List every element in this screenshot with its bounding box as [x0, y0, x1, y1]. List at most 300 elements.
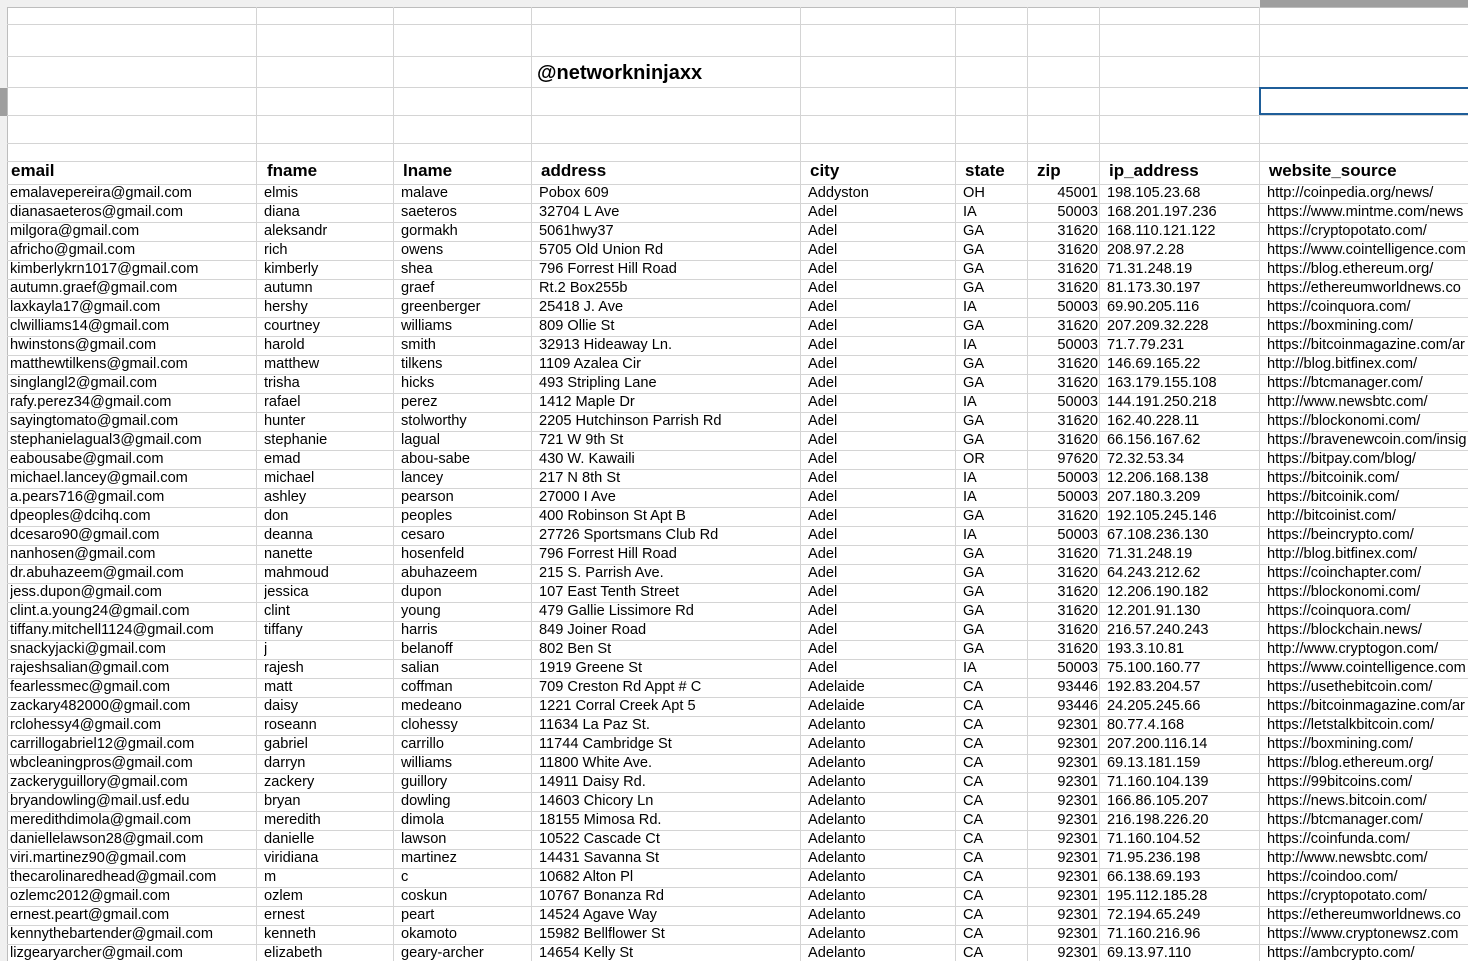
cell-lname[interactable]: dimola [401, 812, 444, 828]
cell-zip[interactable]: 92301 [1057, 945, 1098, 961]
cell-website-source[interactable]: https://btcmanager.com/ [1267, 375, 1423, 391]
cell-website-source[interactable]: https://bitcoinik.com/ [1267, 489, 1400, 505]
cell-email[interactable]: snackyjacki@gmail.com [10, 641, 166, 657]
cell-zip[interactable]: 31620 [1057, 565, 1098, 581]
cell-website-source[interactable]: https://bitcoinik.com/ [1267, 470, 1400, 486]
cell-zip[interactable]: 93446 [1057, 698, 1098, 714]
cell-fname[interactable]: matt [264, 679, 293, 695]
cell-ip-address[interactable]: 207.200.116.14 [1107, 736, 1208, 752]
cell-city[interactable]: Adel [808, 413, 838, 429]
cell-fname[interactable]: zackery [264, 774, 315, 790]
cell-ip-address[interactable]: 72.32.53.34 [1107, 451, 1185, 467]
cell-state[interactable]: IA [963, 299, 977, 315]
cell-website-source[interactable]: https://www.cointelligence.com [1267, 660, 1466, 676]
cell-lname[interactable]: clohessy [401, 717, 458, 733]
cell-lname[interactable]: hosenfeld [401, 546, 465, 562]
cell-state[interactable]: GA [963, 565, 985, 581]
cell-email[interactable]: dianasaeteros@gmail.com [10, 204, 183, 220]
cell-fname[interactable]: rafael [264, 394, 301, 410]
cell-zip[interactable]: 31620 [1057, 280, 1098, 296]
cell-state[interactable]: CA [963, 717, 984, 733]
cell-lname[interactable]: martinez [401, 850, 457, 866]
cell-address[interactable]: 1412 Maple Dr [539, 394, 635, 410]
cell-state[interactable]: GA [963, 584, 985, 600]
cell-website-source[interactable]: http://blog.bitfinex.com/ [1267, 356, 1418, 372]
cell-email[interactable]: nanhosen@gmail.com [10, 546, 156, 562]
cell-city[interactable]: Addyston [808, 185, 869, 201]
cell-lname[interactable]: saeteros [401, 204, 457, 220]
cell-lname[interactable]: salian [401, 660, 440, 676]
cell-website-source[interactable]: http://coinpedia.org/news/ [1267, 185, 1434, 201]
cell-fname[interactable]: bryan [264, 793, 301, 809]
cell-email[interactable]: kennythebartender@gmail.com [10, 926, 214, 942]
cell-zip[interactable]: 31620 [1057, 584, 1098, 600]
cell-email[interactable]: meredithdimola@gmail.com [10, 812, 192, 828]
cell-ip-address[interactable]: 144.191.250.218 [1107, 394, 1217, 410]
cell-city[interactable]: Adel [808, 641, 838, 657]
cell-state[interactable]: GA [963, 603, 985, 619]
cell-zip[interactable]: 50003 [1057, 394, 1098, 410]
cell-address[interactable]: 1919 Greene St [539, 660, 643, 676]
cell-ip-address[interactable]: 166.86.105.207 [1107, 793, 1209, 809]
cell-email[interactable]: dr.abuhazeem@gmail.com [10, 565, 184, 581]
cell-ip-address[interactable]: 64.243.212.62 [1107, 565, 1201, 581]
cell-state[interactable]: GA [963, 432, 985, 448]
cell-city[interactable]: Adel [808, 394, 838, 410]
cell-state[interactable]: GA [963, 356, 985, 372]
cell-website-source[interactable]: https://blockonomi.com/ [1267, 584, 1421, 600]
cell-website-source[interactable]: https://ethereumworldnews.co [1267, 907, 1461, 923]
header-fname[interactable]: fname [267, 161, 318, 180]
cell-lname[interactable]: smith [401, 337, 436, 353]
cell-email[interactable]: singlangl2@gmail.com [10, 375, 158, 391]
cell-lname[interactable]: perez [401, 394, 438, 410]
cell-address[interactable]: 1221 Corral Creek Apt 5 [539, 698, 696, 714]
cell-website-source[interactable]: https://coinquora.com/ [1267, 603, 1411, 619]
cell-lname[interactable]: okamoto [401, 926, 457, 942]
cell-state[interactable]: CA [963, 793, 984, 809]
cell-ip-address[interactable]: 146.69.165.22 [1107, 356, 1201, 372]
cell-website-source[interactable]: https://blog.ethereum.org/ [1267, 755, 1434, 771]
cell-state[interactable]: IA [963, 470, 977, 486]
cell-lname[interactable]: shea [401, 261, 433, 277]
cell-zip[interactable]: 50003 [1057, 299, 1098, 315]
cell-city[interactable]: Adelaide [808, 679, 865, 695]
cell-address[interactable]: 18155 Mimosa Rd. [539, 812, 662, 828]
cell-city[interactable]: Adelanto [808, 850, 866, 866]
cell-fname[interactable]: autumn [264, 280, 313, 296]
active-cell[interactable] [1259, 87, 1468, 115]
header-zip[interactable]: zip [1037, 161, 1061, 180]
cell-city[interactable]: Adel [808, 527, 838, 543]
cell-state[interactable]: IA [963, 660, 977, 676]
cell-zip[interactable]: 50003 [1057, 489, 1098, 505]
cell-lname[interactable]: graef [401, 280, 435, 296]
cell-ip-address[interactable]: 71.160.104.139 [1107, 774, 1209, 790]
cell-lname[interactable]: carrillo [401, 736, 444, 752]
cell-address[interactable]: 10767 Bonanza Rd [539, 888, 664, 904]
cell-address[interactable]: 400 Robinson St Apt B [539, 508, 686, 524]
cell-state[interactable]: GA [963, 413, 985, 429]
cell-address[interactable]: 479 Gallie Lissimore Rd [539, 603, 694, 619]
cell-ip-address[interactable]: 216.198.226.20 [1107, 812, 1209, 828]
cell-city[interactable]: Adel [808, 660, 838, 676]
cell-email[interactable]: rafy.perez34@gmail.com [10, 394, 172, 410]
cell-website-source[interactable]: https://cryptopotato.com/ [1267, 223, 1427, 239]
cell-city[interactable]: Adel [808, 432, 838, 448]
cell-fname[interactable]: deanna [264, 527, 313, 543]
cell-address[interactable]: 14431 Savanna St [539, 850, 660, 866]
cell-city[interactable]: Adel [808, 565, 838, 581]
cell-city[interactable]: Adel [808, 470, 838, 486]
cell-address[interactable]: 217 N 8th St [539, 470, 621, 486]
cell-ip-address[interactable]: 208.97.2.28 [1107, 242, 1185, 258]
cell-fname[interactable]: don [264, 508, 289, 524]
cell-fname[interactable]: mahmoud [264, 565, 329, 581]
cell-zip[interactable]: 31620 [1057, 356, 1098, 372]
cell-zip[interactable]: 31620 [1057, 432, 1098, 448]
cell-address[interactable]: 709 Creston Rd Appt # C [539, 679, 702, 695]
cell-city[interactable]: Adel [808, 204, 838, 220]
cell-ip-address[interactable]: 12.206.190.182 [1107, 584, 1209, 600]
cell-lname[interactable]: gormakh [401, 223, 458, 239]
cell-zip[interactable]: 92301 [1057, 850, 1098, 866]
cell-email[interactable]: daniellelawson28@gmail.com [10, 831, 204, 847]
cell-address[interactable]: Pobox 609 [539, 185, 609, 201]
cell-website-source[interactable]: https://bitcoinmagazine.com/ar [1267, 698, 1465, 714]
cell-zip[interactable]: 92301 [1057, 869, 1098, 885]
cell-city[interactable]: Adelanto [808, 926, 866, 942]
cell-fname[interactable]: hershy [264, 299, 308, 315]
cell-zip[interactable]: 92301 [1057, 888, 1098, 904]
cell-city[interactable]: Adelanto [808, 755, 866, 771]
cell-address[interactable]: 796 Forrest Hill Road [539, 261, 677, 277]
cell-ip-address[interactable]: 67.108.236.130 [1107, 527, 1209, 543]
cell-fname[interactable]: stephanie [264, 432, 328, 448]
cell-zip[interactable]: 92301 [1057, 926, 1098, 942]
cell-city[interactable]: Adel [808, 318, 838, 334]
cell-email[interactable]: carrillogabriel12@gmail.com [10, 736, 195, 752]
cell-state[interactable]: CA [963, 945, 984, 961]
cell-city[interactable]: Adel [808, 356, 838, 372]
cell-lname[interactable]: medeano [401, 698, 462, 714]
cell-lname[interactable]: young [401, 603, 441, 619]
cell-email[interactable]: zackary482000@gmail.com [10, 698, 191, 714]
cell-ip-address[interactable]: 69.90.205.116 [1107, 299, 1200, 315]
cell-fname[interactable]: kimberly [264, 261, 319, 277]
cell-address[interactable]: 14911 Daisy Rd. [539, 774, 646, 790]
cell-website-source[interactable]: https://boxmining.com/ [1267, 736, 1414, 752]
cell-lname[interactable]: lagual [401, 432, 440, 448]
cell-state[interactable]: OR [963, 451, 985, 467]
cell-email[interactable]: dcesaro90@gmail.com [10, 527, 160, 543]
cell-state[interactable]: GA [963, 508, 985, 524]
cell-fname[interactable]: nanette [264, 546, 313, 562]
cell-zip[interactable]: 92301 [1057, 736, 1098, 752]
cell-zip[interactable]: 31620 [1057, 508, 1098, 524]
cell-fname[interactable]: roseann [264, 717, 317, 733]
cell-email[interactable]: a.pears716@gmail.com [10, 489, 165, 505]
cell-email[interactable]: wbcleaningpros@gmail.com [10, 755, 193, 771]
cell-email[interactable]: ernest.peart@gmail.com [10, 907, 170, 923]
cell-fname[interactable]: elmis [264, 185, 299, 201]
cell-state[interactable]: CA [963, 926, 984, 942]
cell-website-source[interactable]: https://beincrypto.com/ [1267, 527, 1414, 543]
cell-city[interactable]: Adel [808, 603, 838, 619]
cell-zip[interactable]: 92301 [1057, 831, 1098, 847]
cell-state[interactable]: GA [963, 641, 985, 657]
cell-email[interactable]: dpeoples@dcihq.com [10, 508, 151, 524]
cell-email[interactable]: ozlemc2012@gmail.com [10, 888, 171, 904]
cell-lname[interactable]: peart [401, 907, 435, 923]
cell-fname[interactable]: harold [264, 337, 305, 353]
cell-address[interactable]: 809 Ollie St [539, 318, 615, 334]
cell-fname[interactable]: darryn [264, 755, 306, 771]
cell-email[interactable]: stephanielagual3@gmail.com [10, 432, 202, 448]
cell-ip-address[interactable]: 198.105.23.68 [1107, 185, 1201, 201]
cell-zip[interactable]: 31620 [1057, 603, 1098, 619]
cell-city[interactable]: Adel [808, 242, 838, 258]
cell-email[interactable]: eabousabe@gmail.com [10, 451, 164, 467]
cell-ip-address[interactable]: 71.31.248.19 [1107, 546, 1193, 562]
selected-row-header[interactable] [0, 88, 7, 116]
cell-lname[interactable]: abuhazeem [401, 565, 478, 581]
cell-zip[interactable]: 31620 [1057, 261, 1098, 277]
cell-website-source[interactable]: https://blog.ethereum.org/ [1267, 261, 1434, 277]
cell-website-source[interactable]: https://bravenewcoin.com/insig [1267, 432, 1467, 448]
cell-zip[interactable]: 31620 [1057, 375, 1098, 391]
cell-lname[interactable]: malave [401, 185, 449, 201]
cell-lname[interactable]: belanoff [401, 641, 453, 657]
cell-fname[interactable]: daisy [264, 698, 299, 714]
cell-website-source[interactable]: https://usethebitcoin.com/ [1267, 679, 1433, 695]
cell-address[interactable]: 11634 La Paz St. [539, 717, 650, 733]
cell-address[interactable]: 215 S. Parrish Ave. [539, 565, 664, 581]
cell-city[interactable]: Adel [808, 280, 838, 296]
cell-fname[interactable]: clint [264, 603, 290, 619]
cell-city[interactable]: Adel [808, 375, 838, 391]
cell-zip[interactable]: 50003 [1057, 660, 1098, 676]
cell-email[interactable]: hwinstons@gmail.com [10, 337, 157, 353]
cell-state[interactable]: CA [963, 907, 984, 923]
cell-email[interactable]: tiffany.mitchell1124@gmail.com [10, 622, 214, 638]
cell-city[interactable]: Adel [808, 584, 838, 600]
cell-zip[interactable]: 31620 [1057, 546, 1098, 562]
cell-address[interactable]: 2205 Hutchinson Parrish Rd [539, 413, 722, 429]
cell-zip[interactable]: 31620 [1057, 223, 1098, 239]
cell-zip[interactable]: 50003 [1057, 470, 1098, 486]
cell-fname[interactable]: rich [264, 242, 288, 258]
cell-email[interactable]: sayingtomato@gmail.com [10, 413, 179, 429]
cell-lname[interactable]: owens [401, 242, 444, 258]
cell-state[interactable]: CA [963, 698, 984, 714]
cell-city[interactable]: Adel [808, 337, 838, 353]
cell-website-source[interactable]: https://coinquora.com/ [1267, 299, 1411, 315]
cell-zip[interactable]: 92301 [1057, 907, 1098, 923]
cell-email[interactable]: clwilliams14@gmail.com [10, 318, 170, 334]
cell-city[interactable]: Adelanto [808, 736, 866, 752]
cell-city[interactable]: Adel [808, 451, 838, 467]
cell-lname[interactable]: cesaro [401, 527, 445, 543]
cell-address[interactable]: 5705 Old Union Rd [539, 242, 664, 258]
cell-lname[interactable]: peoples [401, 508, 453, 524]
cell-state[interactable]: GA [963, 622, 985, 638]
cell-zip[interactable]: 92301 [1057, 812, 1098, 828]
header-lname[interactable]: lname [403, 161, 453, 180]
header-email[interactable]: email [11, 161, 55, 180]
cell-ip-address[interactable]: 75.100.160.77 [1107, 660, 1201, 676]
cell-ip-address[interactable]: 80.77.4.168 [1107, 717, 1185, 733]
cell-state[interactable]: GA [963, 280, 985, 296]
cell-address[interactable]: 849 Joiner Road [539, 622, 647, 638]
cell-website-source[interactable]: https://boxmining.com/ [1267, 318, 1414, 334]
cell-ip-address[interactable]: 207.180.3.209 [1107, 489, 1201, 505]
cell-lname[interactable]: tilkens [401, 356, 443, 372]
header-address[interactable]: address [541, 161, 607, 180]
cell-zip[interactable]: 31620 [1057, 242, 1098, 258]
cell-city[interactable]: Adelanto [808, 774, 866, 790]
cell-state[interactable]: GA [963, 242, 985, 258]
cell-address[interactable]: 14654 Kelly St [539, 945, 634, 961]
cell-city[interactable]: Adelanto [808, 907, 866, 923]
cell-fname[interactable]: hunter [264, 413, 306, 429]
cell-lname[interactable]: lawson [401, 831, 447, 847]
cell-ip-address[interactable]: 69.13.97.110 [1107, 945, 1192, 961]
cell-fname[interactable]: j [264, 641, 268, 657]
cell-fname[interactable]: ernest [264, 907, 305, 923]
cell-website-source[interactable]: https://ethereumworldnews.co [1267, 280, 1461, 296]
cell-website-source[interactable]: http://blog.bitfinex.com/ [1267, 546, 1418, 562]
cell-address[interactable]: 5061hwy37 [539, 223, 614, 239]
cell-state[interactable]: IA [963, 394, 977, 410]
cell-state[interactable]: CA [963, 812, 984, 828]
cell-fname[interactable]: ashley [264, 489, 307, 505]
cell-state[interactable]: GA [963, 546, 985, 562]
cell-lname[interactable]: c [401, 869, 409, 885]
cell-zip[interactable]: 45001 [1057, 185, 1098, 201]
cell-website-source[interactable]: https://news.bitcoin.com/ [1267, 793, 1427, 809]
cell-state[interactable]: CA [963, 831, 984, 847]
cell-address[interactable]: 27726 Sportsmans Club Rd [539, 527, 719, 543]
cell-email[interactable]: africho@gmail.com [10, 242, 136, 258]
header-ip-address[interactable]: ip_address [1109, 161, 1199, 180]
cell-address[interactable]: 107 East Tenth Street [539, 584, 680, 600]
cell-website-source[interactable]: https://www.mintme.com/news [1267, 204, 1464, 220]
cell-address[interactable]: Rt.2 Box255b [539, 280, 628, 296]
cell-ip-address[interactable]: 193.3.10.81 [1107, 641, 1185, 657]
cell-zip[interactable]: 97620 [1057, 451, 1098, 467]
cell-city[interactable]: Adel [808, 622, 838, 638]
cell-fname[interactable]: michael [264, 470, 315, 486]
cell-email[interactable]: emalavepereira@gmail.com [10, 185, 192, 201]
cell-email[interactable]: kimberlykrn1017@gmail.com [10, 261, 199, 277]
cell-ip-address[interactable]: 12.201.91.130 [1107, 603, 1201, 619]
cell-address[interactable]: 25418 J. Ave [539, 299, 624, 315]
cell-website-source[interactable]: https://www.cryptonewsz.com [1267, 926, 1459, 942]
cell-lname[interactable]: williams [401, 755, 453, 771]
cell-lname[interactable]: stolworthy [401, 413, 467, 429]
cell-website-source[interactable]: https://blockonomi.com/ [1267, 413, 1421, 429]
cell-city[interactable]: Adelanto [808, 717, 866, 733]
cell-ip-address[interactable]: 72.194.65.249 [1107, 907, 1201, 923]
cell-address[interactable]: 11800 White Ave. [539, 755, 653, 771]
cell-zip[interactable]: 92301 [1057, 774, 1098, 790]
cell-ip-address[interactable]: 163.179.155.108 [1107, 375, 1217, 391]
cell-state[interactable]: CA [963, 755, 984, 771]
cell-email[interactable]: rclohessy4@gmail.com [10, 717, 162, 733]
cell-city[interactable]: Adelanto [808, 869, 866, 885]
cell-website-source[interactable]: https://btcmanager.com/ [1267, 812, 1423, 828]
cell-lname[interactable]: coskun [401, 888, 448, 904]
cell-lname[interactable]: harris [401, 622, 438, 638]
cell-email[interactable]: clint.a.young24@gmail.com [10, 603, 190, 619]
cell-ip-address[interactable]: 81.173.30.197 [1107, 280, 1201, 296]
cell-city[interactable]: Adel [808, 489, 838, 505]
cell-address[interactable]: 27000 I Ave [539, 489, 616, 505]
cell-website-source[interactable]: https://cryptopotato.com/ [1267, 888, 1427, 904]
header-state[interactable]: state [965, 161, 1005, 180]
cell-city[interactable]: Adelaide [808, 698, 865, 714]
cell-website-source[interactable]: https://coinfunda.com/ [1267, 831, 1410, 847]
header-website-source[interactable]: website_source [1269, 161, 1397, 180]
cell-state[interactable]: GA [963, 375, 985, 391]
cell-state[interactable]: CA [963, 774, 984, 790]
cell-fname[interactable]: rajesh [264, 660, 304, 676]
cell-state[interactable]: GA [963, 223, 985, 239]
cell-ip-address[interactable]: 71.160.104.52 [1107, 831, 1201, 847]
cell-fname[interactable]: courtney [264, 318, 320, 334]
cell-ip-address[interactable]: 71.31.248.19 [1107, 261, 1193, 277]
cell-city[interactable]: Adel [808, 261, 838, 277]
cell-address[interactable]: 15982 Bellflower St [539, 926, 665, 942]
cell-website-source[interactable]: https://bitpay.com/blog/ [1267, 451, 1416, 467]
cell-website-source[interactable]: https://letstalkbitcoin.com/ [1267, 717, 1435, 733]
cell-fname[interactable]: matthew [264, 356, 320, 372]
cell-website-source[interactable]: https://99bitcoins.com/ [1267, 774, 1413, 790]
cell-lname[interactable]: lancey [401, 470, 444, 486]
cell-lname[interactable]: hicks [401, 375, 435, 391]
cell-email[interactable]: rajeshsalian@gmail.com [10, 660, 170, 676]
cell-city[interactable]: Adelanto [808, 793, 866, 809]
cell-ip-address[interactable]: 66.156.167.62 [1107, 432, 1201, 448]
cell-fname[interactable]: elizabeth [264, 945, 323, 961]
cell-zip[interactable]: 50003 [1057, 337, 1098, 353]
sheet-title-cell[interactable]: @networkninjaxx [537, 62, 703, 84]
cell-state[interactable]: CA [963, 869, 984, 885]
cell-address[interactable]: 430 W. Kawaili [539, 451, 635, 467]
cell-address[interactable]: 493 Stripling Lane [539, 375, 657, 391]
cell-email[interactable]: lizgearyarcher@gmail.com [10, 945, 183, 961]
cell-state[interactable]: CA [963, 888, 984, 904]
cell-website-source[interactable]: https://coindoo.com/ [1267, 869, 1398, 885]
cell-zip[interactable]: 92301 [1057, 755, 1098, 771]
cell-website-source[interactable]: https://blockchain.news/ [1267, 622, 1422, 638]
cell-fname[interactable]: jessica [264, 584, 309, 600]
cell-fname[interactable]: diana [264, 204, 300, 220]
cell-website-source[interactable]: http://www.newsbtc.com/ [1267, 850, 1428, 866]
cell-website-source[interactable]: http://bitcoinist.com/ [1267, 508, 1396, 524]
cell-state[interactable]: IA [963, 337, 977, 353]
cell-fname[interactable]: danielle [264, 831, 315, 847]
cell-website-source[interactable]: https://bitcoinmagazine.com/ar [1267, 337, 1465, 353]
cell-state[interactable]: CA [963, 679, 984, 695]
cell-lname[interactable]: geary-archer [401, 945, 484, 961]
cell-ip-address[interactable]: 71.160.216.96 [1107, 926, 1201, 942]
cell-ip-address[interactable]: 207.209.32.228 [1107, 318, 1209, 334]
cell-website-source[interactable]: https://coinchapter.com/ [1267, 565, 1422, 581]
cell-ip-address[interactable]: 192.105.245.146 [1107, 508, 1217, 524]
cell-state[interactable]: IA [963, 527, 977, 543]
